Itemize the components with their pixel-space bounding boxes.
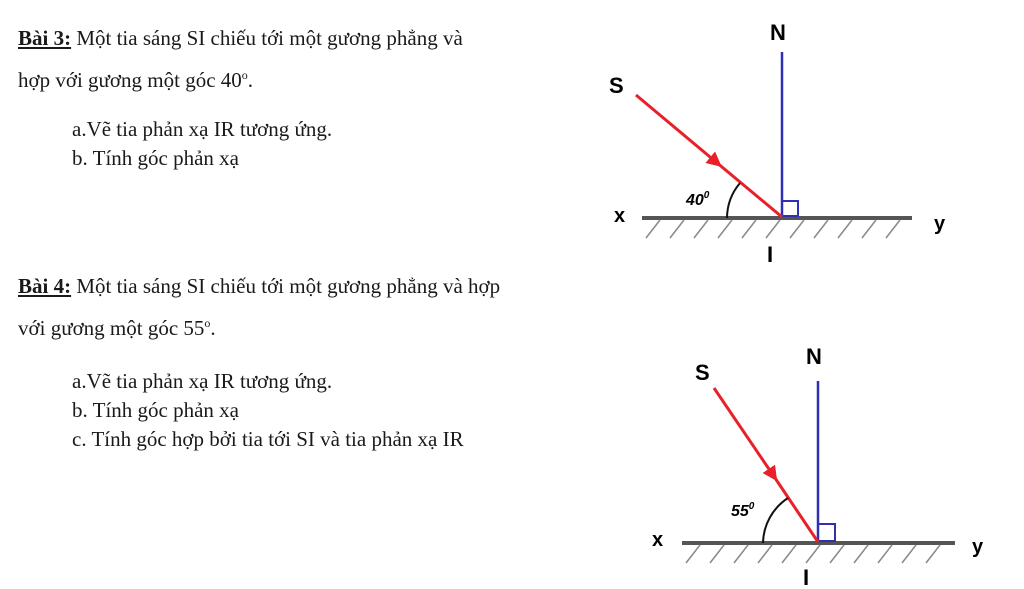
right-angle-mark [818,524,835,541]
right-angle-mark [782,201,798,216]
label-x: x [614,205,626,227]
angle-arc [763,498,788,543]
label-S: S [695,360,710,385]
problem-3-statement-2: hợp với gương một góc 40 [18,68,242,92]
period: . [247,68,254,92]
problem-4-item-c: c. Tính góc hợp bởi tia tới SI và tia phản xạ IR [72,427,464,451]
label-N: N [770,20,786,45]
label-y: y [934,213,946,235]
problem-3-title: Bài 3: [18,26,72,50]
problem-4-title: Bài 4: [18,274,72,298]
diagram-2 [652,344,984,589]
angle-arc [727,183,740,218]
label-I: I [767,242,774,267]
problem-4-item-a: a.Vẽ tia phản xạ IR tương ứng. [72,369,333,393]
mirror-hatching [646,220,900,238]
label-y: y [972,536,984,558]
problem-4-item-b: b. Tính góc phản xạ [72,398,239,422]
problem-3-item-a: a.Vẽ tia phản xạ IR tương ứng. [72,117,333,141]
incident-ray-upper [636,95,716,162]
angle-label: $40^0$ [686,190,710,209]
mirror-hatching [686,545,940,563]
degree-sign: o [241,68,248,82]
diagram-1 [609,20,946,267]
incident-ray-lower [716,162,782,217]
degree-sign: o [204,316,211,330]
problem-3-statement-1: Một tia sáng SI chiếu tới một gương phẳng và [76,26,463,50]
label-I: I [803,565,810,589]
period: . [210,316,216,340]
label-S: S [609,73,624,98]
angle-label: $55^0$ [731,501,755,520]
problem-3-item-b: b. Tính góc phản xạ [72,146,239,170]
label-N: N [806,344,822,369]
incident-ray-lower [773,475,818,542]
problem-4-statement-2: với gương một góc 55 [18,316,205,340]
incident-ray-upper [714,388,773,475]
problem-4-statement-1: Một tia sáng SI chiếu tới một gương phẳng và hợp [76,274,501,298]
label-x: x [652,529,664,551]
